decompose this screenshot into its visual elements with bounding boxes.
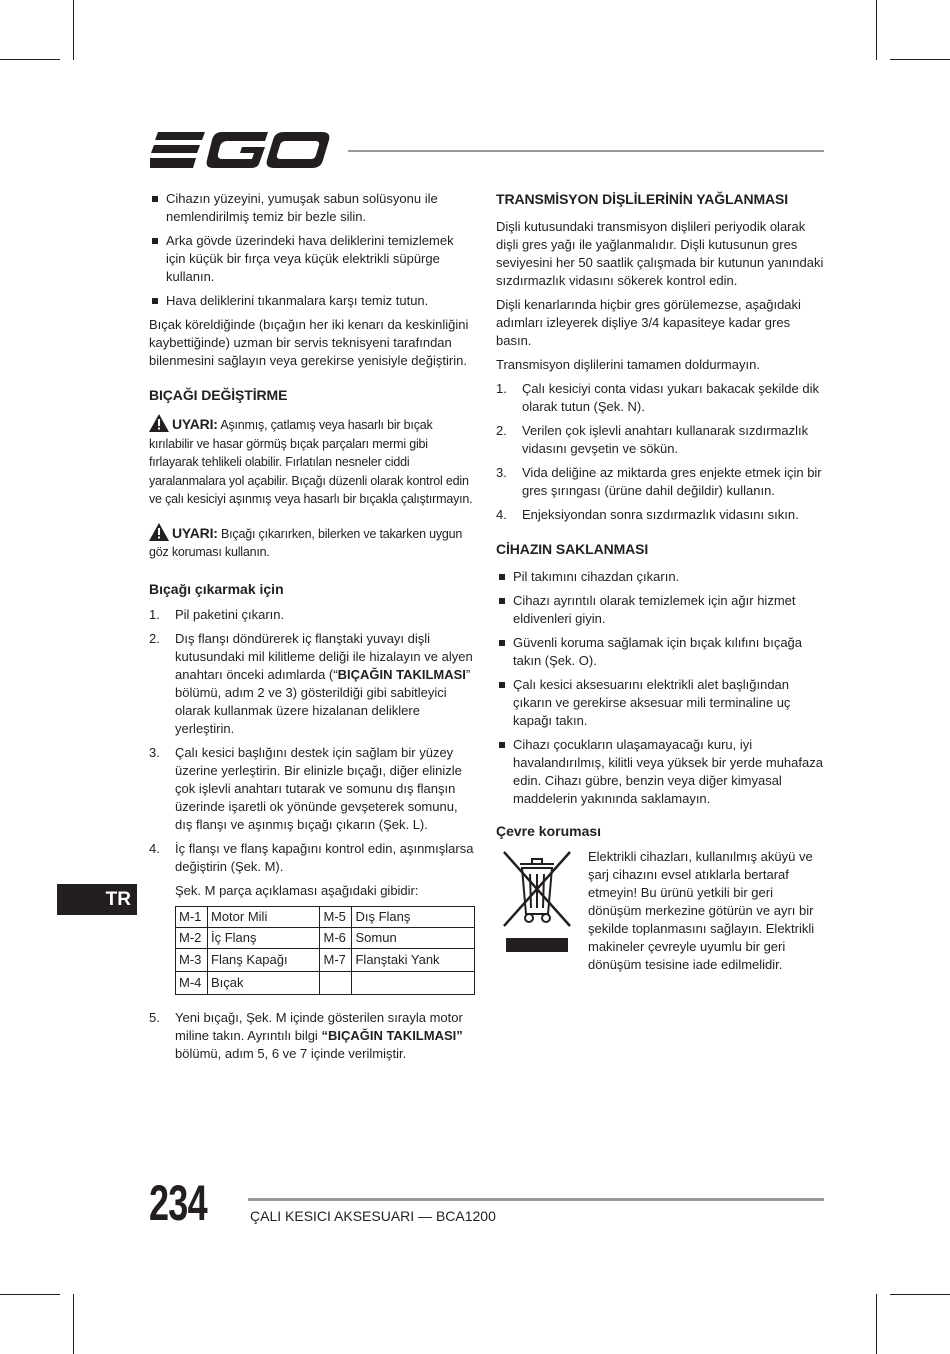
list-item: Çalı kesici aksesuarını elektrikli alet başlığından çıkarın ve gerekirse aksesuar mili terminaline uç kapağı takın. [496,676,824,730]
table-cell: M-6 [320,927,352,948]
crossed-bin-icon [496,848,578,960]
table-cell: Dış Flanş [352,906,475,927]
environment-block [496,848,824,974]
warning-label: UYARI: [172,524,218,541]
table-cell: Flanş Kapağı [208,948,320,971]
list-item [149,840,474,995]
step-number: 2. [496,423,507,438]
footer-rule [248,1198,824,1201]
step-text: Çalı kesiciyi conta vidası yukarı bakacak şekilde dik olarak tutun (Şek. N). [522,381,819,414]
crop-mark [876,0,877,60]
crop-mark [0,1294,60,1295]
environment-heading: Çevre koruması [496,823,602,839]
footer-title: ÇALI KESICI AKSESUARI — BCA1200 [250,1208,496,1224]
step-number: 2. [149,630,160,646]
crop-mark [73,1294,74,1354]
table-cell: M-3 [176,948,208,971]
warning-label: UYARI: [172,416,218,432]
list-item: Hava deliklerini tıkanmalara karşı temiz tutun. [149,292,474,310]
step-number: 4. [496,507,507,522]
warning-block [149,523,474,562]
table-cell: M-5 [320,906,352,927]
list-item [496,380,824,416]
step-text: Verilen çok işlevli anahtarı kullanarak sızdırmazlık vidasını gevşetin ve sökün. [522,423,809,456]
remove-steps [149,606,474,1063]
table-cell: M-7 [320,948,352,971]
step-number: 3. [149,744,160,760]
list-item [149,744,474,834]
step-text: ” bölümü, adım 2 ve 3) gösterildiği gibi sabitleyici olarak kullanmak üzere hizalanan deliklere yerleştirin. [175,666,471,736]
list-item [496,422,824,458]
step-text: Yeni bıçağı, Şek. M içinde gösterilen sırayla motor miline takın. Ayrıntılı bilgi [175,1009,463,1043]
transmission-steps [496,380,824,524]
list-item [496,464,824,500]
parts-caption: Şek. M parça açıklaması aşağıdaki gibidir: [175,882,419,898]
ego-logo [150,130,330,170]
table-row [176,971,475,994]
list-item: Cihazı ayrıntılı olarak temizlemek için ağır hizmet eldivenleri giyin. [496,592,824,628]
transmission-paragraph: Dişli kenarlarında hiçbir gres görülemezse, aşağıdaki adımları izleyerek dişliye 3/4 kapasiteye kadar gres basın. [496,297,801,348]
warning-triangle-icon [149,523,169,541]
warning-text: Bıçağı çıkarırken, bilerken ve takarken uygun göz koruması kullanın. [149,526,463,559]
step-number: 1. [149,606,160,622]
warning-triangle-icon [149,414,169,432]
step-text: Dış flanşı döndürerek iç flanştaki yuvayı dişli kutusundaki mil kilitleme deliği ile hizalayın ve alyen anahtarı önceki adımlarda (“ [175,630,473,682]
parts-table [175,906,475,995]
table-cell: Bıçak [208,971,320,994]
crop-mark [0,59,60,60]
crop-mark [890,1294,950,1295]
sharpening-paragraph: Bıçak köreldiğinde (bıçağın her iki kenarı da keskinliğini kaybettiğinde) uzman bir servis teknisyeni tarafından bilenmesini sağlayın veya gerekirse yenisiyle değiştirin. [149,317,469,368]
remove-blade-heading: Bıçağı çıkarmak için [149,580,284,597]
step-text: Pil paketini çıkarın. [175,606,285,622]
table-cell: Motor Mili [208,906,320,927]
table-row [176,948,475,971]
warning-text: Aşınmış, çatlamış veya hasarlı bir bıçak kırılabilir ve hasar görmüş bıçak parçaları mermi gibi fırlayarak tehlikeli olabilir. Fırlatılan nesneler ciddi yaralanmalara yol açabilir. Bıçağı düzenli olarak kontrol edin ve çalı kesiciyi aşınmış veya hasarlı bir bıçakla çalıştırmayın. [149,418,473,506]
list-item: Pil takımını cihazdan çıkarın. [496,568,824,586]
table-row [176,906,475,927]
list-item: Cihazın yüzeyini, yumuşak sabun solüsyonu ile nemlendirilmiş temiz bir bezle silin. [149,190,474,226]
table-cell: M-4 [176,971,208,994]
transmission-paragraph: Dişli kutusundaki transmisyon dişlileri periyodik olarak dişli gres yağı ile yağlanmalıdır. Dişli kutusunun gres seviyesini her 50 saatlik çalışmada bir kutunun yanındaki sızdırmazlık vidasını sökerek kontrol edin. [496,219,824,288]
step-text: Vida deliğine az miktarda gres enjekte etmek için bir gres şırıngası (ürüne dahil değildir) kullanın. [522,465,822,498]
step-bold-ref: BIÇAĞIN TAKILMASI [337,666,466,682]
step-text: Enjeksiyondan sonra sızdırmazlık vidasını sıkın. [522,507,799,522]
step-text: Çalı kesici başlığını destek için sağlam bir yüzey üzerine yerleştirin. Bir elinizle bıçağı, diğer elinizle çok işlevli anahtarı tutarak ve somunu dış flanşın üzerinde işaretli ok yönünde gevşeterek somunu, dış flanşı ve aşınmış bıçağı çıkarın (Şek. L). [175,744,462,832]
table-cell: Flanştaki Yank [352,948,475,971]
storage-bullets [496,568,824,808]
table-cell [352,971,475,994]
table-cell: İç Flanş [208,927,320,948]
step-number: 4. [149,840,160,856]
table-cell: Somun [352,927,475,948]
header-rule [348,150,824,152]
page-number: 234 [149,1175,207,1231]
step-number: 5. [149,1009,160,1025]
right-column [496,190,824,974]
cleaning-bullets [149,190,474,310]
table-row [176,927,475,948]
weee-bin-icon [496,848,578,974]
table-cell: M-2 [176,927,208,948]
crop-mark [890,59,950,60]
left-column [149,190,474,1069]
blade-heading: BIÇAĞI DEĞİŞTİRME [149,387,288,403]
language-tab: TR [57,884,137,915]
list-item: Arka gövde üzerindeki hava deliklerini temizlemek için küçük bir fırça veya küçük elektrikli süpürge kullanın. [149,232,474,286]
list-item [149,606,474,624]
step-bold-ref: “BIÇAĞIN TAKILMASI” [321,1027,463,1043]
storage-heading: CİHAZIN SAKLANMASI [496,541,649,557]
crop-mark [73,0,74,60]
list-item [149,1009,474,1063]
list-item [496,506,824,524]
transmission-paragraph: Transmisyon dişlilerini tamamen doldurmayın. [496,357,760,372]
list-item: Güvenli koruma sağlamak için bıçak kılıfını bıçağa takın (Şek. O). [496,634,824,670]
crop-mark [876,1294,877,1354]
environment-text: Elektrikli cihazları, kullanılmış aküyü ve şarj cihazını evsel atıklarla bertaraf etmeyin! Bu ürünü yetkili bir geri dönüşüm merkezine götürün ve ayrı bir şekilde toplanmasını sağlayın. Elektrikli makineler çevreyle uyumlu bir geri dönüşüm tesisine iade edilmelidir. [588,849,815,972]
step-text: bölümü, adım 5, 6 ve 7 içinde verilmiştir. [175,1045,407,1061]
table-cell [320,971,352,994]
table-cell: M-1 [176,906,208,927]
transmission-heading: TRANSMİSYON DİŞLİLERİNİN YAĞLANMASI [496,191,789,207]
list-item: Cihazı çocukların ulaşamayacağı kuru, iyi havalandırılmış, kilitli veya yüksek bir yerde muhafaza edin. Cihazı gübre, benzin veya diğer kimyasal maddelerin yakınında saklamayın. [496,736,824,808]
warning-block [149,414,474,509]
step-number: 3. [496,465,507,480]
step-number: 1. [496,381,507,396]
list-item [149,630,474,738]
step-text: İç flanşı ve flanş kapağını kontrol edin, aşınmışlarsa değiştirin (Şek. M). [175,840,474,874]
